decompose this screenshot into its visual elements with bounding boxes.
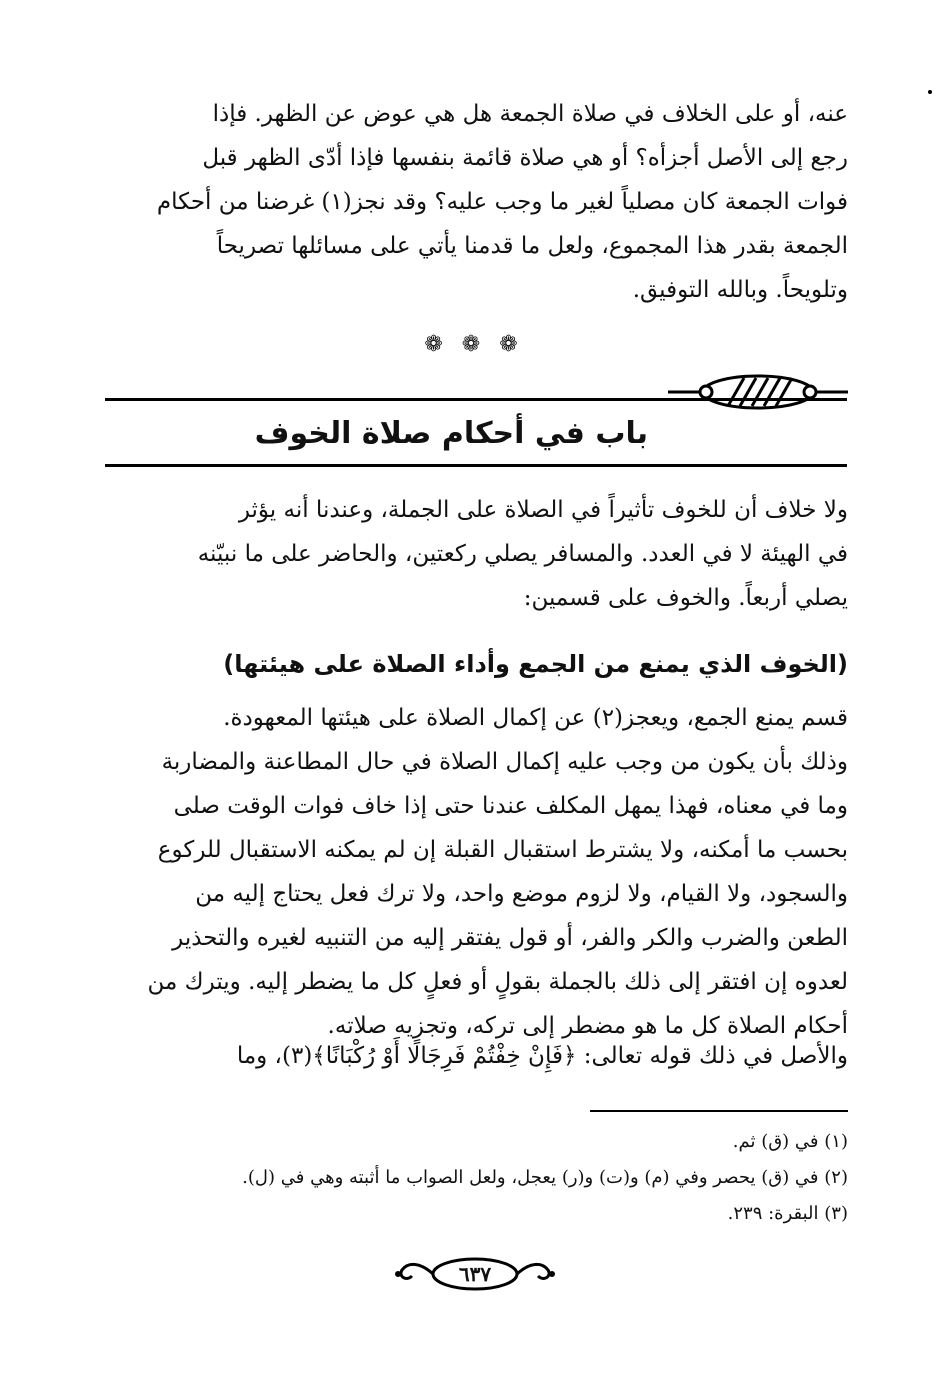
paragraph-top — [100, 92, 848, 312]
chapter-bottom-rule — [105, 464, 847, 467]
text-line: في الهيئة لا في العدد. والمسافر يصلي ركعتين، والحاضر على ما نبيّنه — [197, 541, 848, 567]
text-line: وما في معناه، فهذا يمهل المكلف عندنا حتى إذا خاف فوات الوقت صلى — [173, 793, 848, 819]
footnote: (٢) في (ق) يحصر وفي (م) و(ت) و(ر) يعجل، ولعل الصواب ما أثبته وهي في (ل). — [242, 1167, 848, 1188]
section-heading: (الخوف الذي يمنع من الجمع وأداء الصلاة على هيئتها) — [223, 650, 848, 678]
footnotes — [100, 1124, 848, 1232]
text-line: الجمعة بقدر هذا المجموع، ولعل ما قدمنا يأتي على مسائلها تصريحاً — [216, 233, 848, 259]
text-line: فوات الجمعة كان مصلياً لغير ما وجب عليه؟ وقد نجز(١) غرضنا من أحكام — [156, 189, 848, 215]
paragraph-intro — [100, 488, 848, 620]
text-line: والأصل في ذلك قوله تعالى: ﴿فَإِنْ خِفْتُمْ فَرِجَالًا أَوْ رُكْبَانًا﴾(٣)، وما — [236, 1043, 848, 1069]
text-line: بحسب ما أمكنه، ولا يشترط استقبال القبلة إن لم يمكنه الاستقبال للركوع — [157, 837, 848, 863]
text-line: عنه، أو على الخلاف في صلاة الجمعة هل هي عوض عن الظهر. فإذا — [212, 101, 848, 127]
text-line: الطعن والضرب والكر والفر، أو قول يفتقر إليه من التنبيه لغيره والتحذير — [172, 925, 848, 951]
paragraph-main — [100, 696, 848, 1048]
text-line: ولا خلاف أن للخوف تأثيراً في الصلاة على الجملة، وعندنا أنه يؤثر — [238, 497, 848, 523]
ink-speck — [928, 90, 932, 94]
page-number: ٦٣٧ — [458, 1262, 492, 1286]
text-line: أحكام الصلاة كل ما هو مضطر إلى تركه، وتجزيه صلاته. — [327, 1013, 848, 1039]
chapter-top-rule — [105, 398, 847, 401]
section-separator: ❁ ❁ ❁ — [424, 332, 524, 357]
text-line: وذلك بأن يكون من وجب عليه إكمال الصلاة في حال المطاعنة والمضاربة — [161, 749, 848, 775]
footnote: (٣) البقرة: ٢٣٩. — [727, 1203, 848, 1224]
text-line: والسجود، ولا القيام، ولا لزوم موضع واحد، ولا ترك فعل يحتاج إليه من — [195, 881, 848, 907]
paragraph-last — [100, 1034, 848, 1078]
text-line: لعدوه إن افتقر إلى ذلك بالجملة بقولٍ أو فعلٍ كل ما يضطر إليه. ويترك من — [147, 969, 848, 995]
text-line: قسم يمنع الجمع، ويعجز(٢) عن إكمال الصلاة على هيئتها المعهودة. — [223, 705, 848, 731]
text-line: يصلي أربعاً. والخوف على قسمين: — [523, 585, 848, 611]
chapter-title: باب في أحكام صلاة الخوف — [254, 416, 648, 451]
text-line: وتلويحاً. وبالله التوفيق. — [632, 277, 848, 303]
footnote-rule — [590, 1110, 848, 1112]
text-line: رجع إلى الأصل أجزأه؟ أو هي صلاة قائمة بنفسها فإذا أدّى الظهر قبل — [202, 145, 848, 171]
footnote: (١) في (ق) ثم. — [732, 1131, 848, 1152]
page-number-frame — [390, 1254, 560, 1294]
